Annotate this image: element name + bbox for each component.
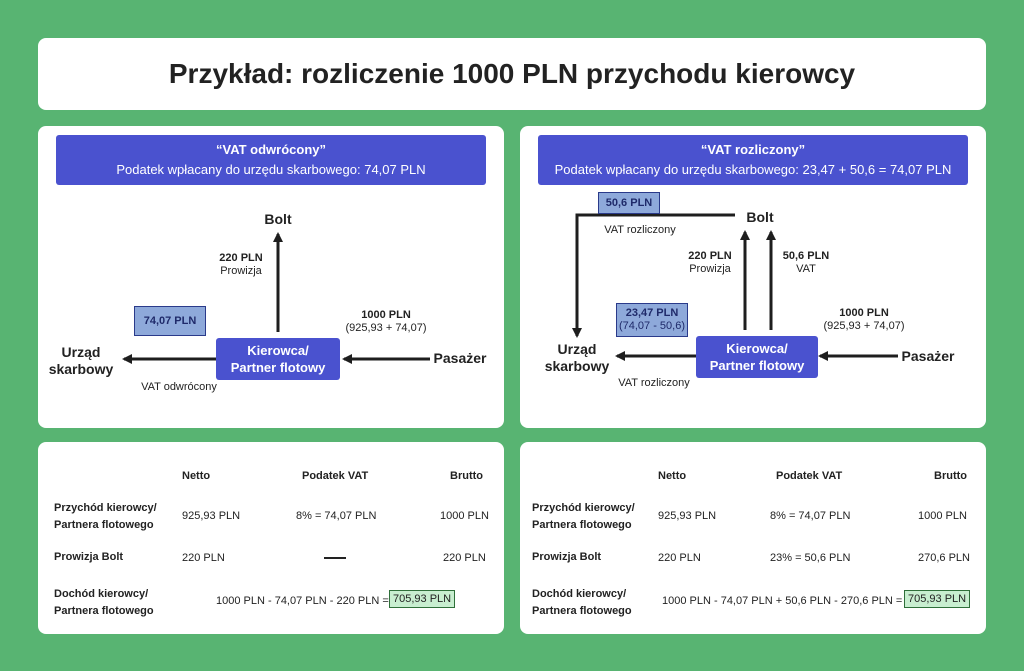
- node-tax-office: [542, 341, 612, 375]
- node-passenger: Pasażer: [433, 350, 487, 366]
- income-label: [336, 309, 436, 335]
- diagram-settled-vat: [520, 126, 986, 428]
- row-income-brutto: 1000 PLN: [918, 510, 967, 522]
- flow-arrows: [520, 126, 986, 428]
- commission-label: [206, 252, 276, 278]
- row-income-label-1: Przychód kierowcy/: [532, 502, 635, 514]
- header-vat: Podatek VAT: [776, 470, 843, 482]
- diagram-reverse-vat: [38, 126, 504, 428]
- row-income-brutto: 1000 PLN: [440, 510, 489, 522]
- vat-value: 74,07 PLN: [143, 314, 197, 327]
- commission-amount: 220 PLN: [688, 250, 732, 262]
- commission-text: Prowizja: [220, 265, 262, 277]
- title-card: [38, 38, 986, 110]
- row-earnings-label: [54, 586, 154, 620]
- driver-vat-value-box: [616, 303, 688, 337]
- row-earnings-label-2: Partnera flotowego: [532, 605, 632, 617]
- node-driver: [696, 336, 818, 378]
- row-income-label-2: Partnera flotowego: [54, 519, 154, 531]
- header-brutto: Brutto: [450, 470, 483, 482]
- row-commission-brutto: 270,6 PLN: [918, 552, 970, 564]
- row-income-vat: 8% = 74,07 PLN: [296, 510, 377, 522]
- row-commission-label: Prowizja Bolt: [532, 551, 602, 563]
- node-driver: [216, 338, 340, 380]
- node-passenger: Pasażer: [901, 348, 955, 364]
- row-earnings-formula: 1000 PLN - 74,07 PLN + 50,6 PLN - 270,6 PLN =: [662, 595, 903, 607]
- row-commission-vat-empty: [324, 557, 346, 559]
- row-earnings-label-2: Partnera flotowego: [54, 605, 154, 617]
- row-commission-netto: 220 PLN: [182, 552, 225, 564]
- row-earnings-formula: 1000 PLN - 74,07 PLN - 220 PLN =: [216, 595, 389, 607]
- table-settled-vat: [520, 442, 986, 634]
- vat-flow-label: [776, 250, 836, 276]
- vat-reverse-label: VAT odwrócony: [141, 381, 217, 393]
- vat-flow-text: VAT: [796, 263, 816, 275]
- driver-line1: Kierowca/: [247, 343, 309, 358]
- tax-office-line1: Urząd: [61, 344, 101, 360]
- banner-title: “VAT odwrócony”: [215, 142, 327, 157]
- income-label: [814, 307, 914, 333]
- driver-line1: Kierowca/: [726, 341, 788, 356]
- row-income-netto: 925,93 PLN: [182, 510, 241, 522]
- vat-value-box: [134, 306, 206, 336]
- bolt-vat-value-box: [598, 192, 660, 214]
- row-earnings-label-1: Dochód kierowcy/: [532, 588, 627, 600]
- tax-office-line1: Urząd: [557, 341, 597, 357]
- bolt-vat-label: VAT rozliczony: [604, 224, 676, 236]
- banner-title: “VAT rozliczony”: [700, 142, 806, 157]
- driver-vat-label: VAT rozliczony: [618, 377, 690, 389]
- row-commission-label: Prowizja Bolt: [54, 551, 124, 563]
- driver-vat-calc: (74,07 - 50,6): [618, 320, 686, 332]
- row-commission-vat: 23% = 50,6 PLN: [770, 552, 851, 564]
- header-netto: Netto: [182, 470, 211, 482]
- row-commission-brutto: 220 PLN: [443, 552, 486, 564]
- banner-subtitle: Podatek wpłacany do urzędu skarbowego: 23,47 + 50,6 = 74,07 PLN: [554, 162, 952, 177]
- tax-office-line2: skarbowy: [544, 358, 610, 374]
- row-earnings-label-1: Dochód kierowcy/: [54, 588, 149, 600]
- header-vat: Podatek VAT: [302, 470, 369, 482]
- row-earnings-result: 705,93 PLN: [389, 590, 455, 608]
- table-reverse-vat: [38, 442, 504, 634]
- header-netto: Netto: [658, 470, 687, 482]
- row-earnings-label: [532, 586, 632, 620]
- row-income-netto: 925,93 PLN: [658, 510, 717, 522]
- node-bolt: Bolt: [264, 211, 292, 227]
- row-income-label-1: Przychód kierowcy/: [54, 502, 157, 514]
- page-title: Przykład: rozliczenie 1000 PLN przychodu kierowcy: [168, 58, 856, 89]
- commission-label: [678, 250, 742, 276]
- commission-amount: 220 PLN: [219, 252, 263, 264]
- header-brutto: Brutto: [934, 470, 967, 482]
- driver-vat-value: 23,47 PLN: [625, 307, 679, 319]
- row-commission-netto: 220 PLN: [658, 552, 701, 564]
- bolt-vat-value: 50,6 PLN: [605, 196, 653, 209]
- driver-line2: Partner flotowy: [230, 360, 326, 375]
- node-tax-office: [46, 344, 116, 378]
- income-detail: (925,93 + 74,07): [345, 322, 427, 334]
- row-earnings-result: 705,93 PLN: [904, 590, 970, 608]
- row-income-label: [532, 500, 635, 534]
- banner-subtitle: Podatek wpłacany do urzędu skarbowego: 74,07 PLN: [116, 162, 426, 177]
- driver-line2: Partner flotowy: [709, 358, 805, 373]
- income-detail: (925,93 + 74,07): [823, 320, 905, 332]
- node-bolt: Bolt: [746, 209, 774, 225]
- income-amount: 1000 PLN: [361, 309, 411, 321]
- commission-text: Prowizja: [689, 263, 731, 275]
- row-income-vat: 8% = 74,07 PLN: [770, 510, 851, 522]
- income-amount: 1000 PLN: [839, 307, 889, 319]
- row-income-label-2: Partnera flotowego: [532, 519, 632, 531]
- row-income-label: [54, 500, 157, 534]
- vat-flow-amount: 50,6 PLN: [782, 250, 830, 262]
- tax-office-line2: skarbowy: [48, 361, 114, 377]
